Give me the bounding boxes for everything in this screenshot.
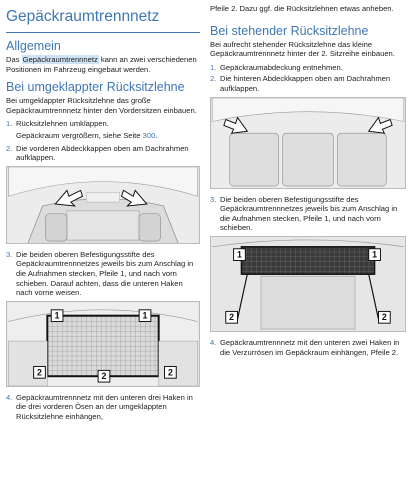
step-number: 3. [6,249,13,259]
right-column [210,0,406,359]
highlight-term: Gepäckraumtrennnetz [22,55,98,64]
illustration-roof-caps-rear [210,97,406,189]
step-text: Die hinteren Abdeckkappen oben am Dachrahmen aufklappen. [220,74,391,93]
left-step-1-sub [16,131,200,141]
left-step-4 [6,393,200,422]
stehend-intro: Bei aufrecht stehender Rücksitzlehne das kleine Gepäckraumtrennnetz hinter der 2. Sitzreihe einbauen. [210,39,395,59]
right-step-1 [210,63,406,73]
illustration-net-large [6,301,200,387]
sub-text: Gepäckraum vergrößern, siehe Seite [16,130,143,140]
left-column [6,0,200,424]
step-number: 2. [210,74,217,84]
step-number: 1. [210,62,217,72]
left-step-3 [6,250,200,298]
step-text: Die beiden oberen Befestigungsstifte des Gepäckraumtrennnetzes jeweils bis zum Anschlag in die Aufnahmen stecken, Pfeile 1, und nach vorn schieben. Darauf achten, dass die unteren Haken nach vorne weisen. [16,249,194,298]
step-text: Rücksitzlehnen umklappen. [16,119,109,129]
page-title: Gepäckraumtrennnetz [6,8,200,33]
callout-2-left: 2 [37,366,42,377]
callout-1-right: 1 [372,249,378,260]
step-number: 1. [6,119,13,129]
step-number: 4. [210,337,217,347]
step-number: 4. [6,392,13,402]
callout-2-left: 2 [229,312,235,323]
allgemein-text [6,55,200,74]
left-step-1 [6,119,200,129]
allgemein-text-after: kann an zwei verschiedenen Positionen im Fahrzeug eingebaut werden. [6,55,197,74]
step-number: 3. [210,194,217,204]
callout-1-right: 1 [142,310,148,321]
allgemein-text-before: Das [6,55,22,64]
umgeklappt-intro: Bei umgeklappter Rücksitzlehne das große Gepäckraumtrennnetz hinter den Vordersitzen einbauen. [6,96,197,115]
step-text: Gepäckraumtrennnetz mit den unteren drei Haken in die drei vorderen Ösen an der umgeklappten Rücksitzlehne einhängen, [16,392,193,421]
heading-umgeklappt: Bei umgeklappter Rücksitzlehne [6,80,185,95]
right-continuation: Pfeile 2. Dazu ggf. die Rücksitzlehnen etwas anheben. [210,4,394,13]
right-step-4 [210,338,406,357]
page-link[interactable]: 300 [142,130,156,140]
step-number: 2. [6,143,13,153]
step-text: Die vorderen Abdeckkappen oben am Dachrahmen aufklappen. [16,143,189,163]
callout-2-right: 2 [167,366,173,377]
heading-allgemein: Allgemein [6,39,61,53]
right-step-3 [210,195,406,233]
callout-2-right: 2 [381,312,387,323]
right-step-2 [210,74,406,93]
step-text: Gepäckraumabdeckung entnehmen. [220,62,343,72]
step-text: Gepäckraumtrennnetz mit den unteren zwei Haken in die Verzurrösen im Gepäckraum einhängen, Pfeile 2. [220,337,400,357]
sub-suffix: . [155,130,158,140]
callout-1-left: 1 [54,310,60,321]
step-text: Die beiden oberen Befestigungsstifte des Gepäckraumtrennnetzes jeweils bis zum Anschlag in die Aufnahmen stecken, Pfeile 1, und nach vorn schieben. [220,194,398,233]
left-step-2 [6,144,200,163]
illustration-roof-caps-front [6,166,200,244]
illustration-net-small [210,236,406,332]
callout-2-middle: 2 [101,370,107,381]
heading-stehend: Bei stehender Rücksitzlehne [210,23,369,38]
callout-1-left: 1 [237,249,242,260]
